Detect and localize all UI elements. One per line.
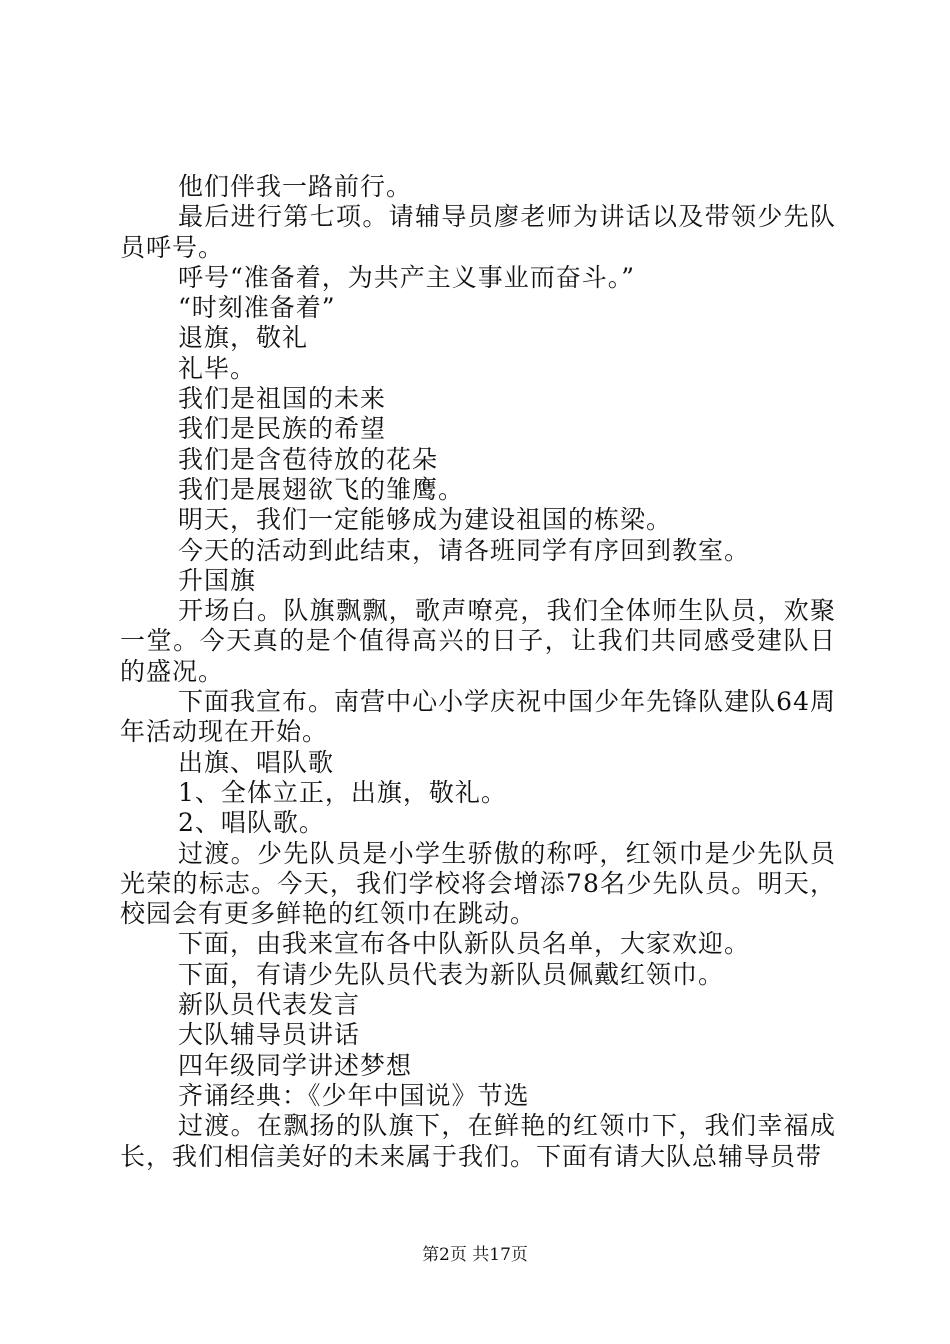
- paragraph: 今天的活动到此结束，请各班同学有序回到教室。: [178, 535, 751, 565]
- paragraph: 我们是含苞待放的花朵: [178, 444, 439, 474]
- paragraph: 过渡。在飘扬的队旗下，在鲜艳的红领巾下，我们幸福成长，我们相信美好的未来属于我们。下面有请大队总辅导员带: [120, 1111, 836, 1171]
- paragraph: 他们伴我一路前行。: [178, 172, 413, 201]
- paragraph: 开场白。队旗飘飘，歌声嘹亮，我们全体师生队员，欢聚一堂。今天真的是个值得高兴的日子，让我们共同感受建队日的盛况。: [120, 596, 836, 686]
- paragraph: 出旗、唱队歌: [178, 747, 335, 777]
- paragraph: 齐诵经典：《少年中国说》节选: [178, 1080, 530, 1110]
- paragraph: 四年级同学讲述梦想: [178, 1050, 413, 1080]
- paragraph: 下面，有请少先队员代表为新队员佩戴红领巾。: [178, 959, 725, 989]
- paragraph: 呼号“准备着，为共产主义事业而奋斗。”: [178, 262, 636, 292]
- paragraph: 礼毕。: [178, 353, 257, 383]
- paragraph: 新队员代表发言: [178, 990, 361, 1020]
- paragraph: 明天，我们一定能够成为建设祖国的栋梁。: [178, 505, 673, 535]
- paragraph: 下面，由我来宣布各中队新队员名单，大家欢迎。: [178, 929, 751, 959]
- paragraph: 我们是民族的希望: [178, 414, 387, 444]
- paragraph: 升国旗: [178, 565, 257, 595]
- paragraph: 下面我宣布。南营中心小学庆祝中国少年先锋队建队64周年活动现在开始。: [120, 687, 836, 747]
- paragraph: “时刻准备着”: [178, 293, 336, 323]
- paragraph: 1、全体立正，出旗，敬礼。: [178, 777, 507, 807]
- paragraph: 过渡。少先队员是小学生骄傲的称呼，红领巾是少先队员光荣的标志。今天，我们学校将会增添78名少先队员。明天，校园会有更多鲜艳的红领巾在跳动。: [120, 838, 836, 929]
- page-number-footer: 第2页 共17页: [422, 1245, 528, 1265]
- paragraph: 大队辅导员讲话: [178, 1020, 361, 1050]
- paragraph: 最后进行第七项。请辅导员廖老师为讲话以及带领少先队员呼号。: [120, 202, 836, 262]
- paragraph: 2、唱队歌。: [178, 808, 325, 838]
- document-body: [120, 172, 836, 1172]
- paragraph: 我们是展翅欲飞的雏鹰。: [178, 474, 465, 504]
- paragraph: 退旗，敬礼: [178, 323, 309, 353]
- paragraph: 我们是祖国的未来: [178, 384, 387, 414]
